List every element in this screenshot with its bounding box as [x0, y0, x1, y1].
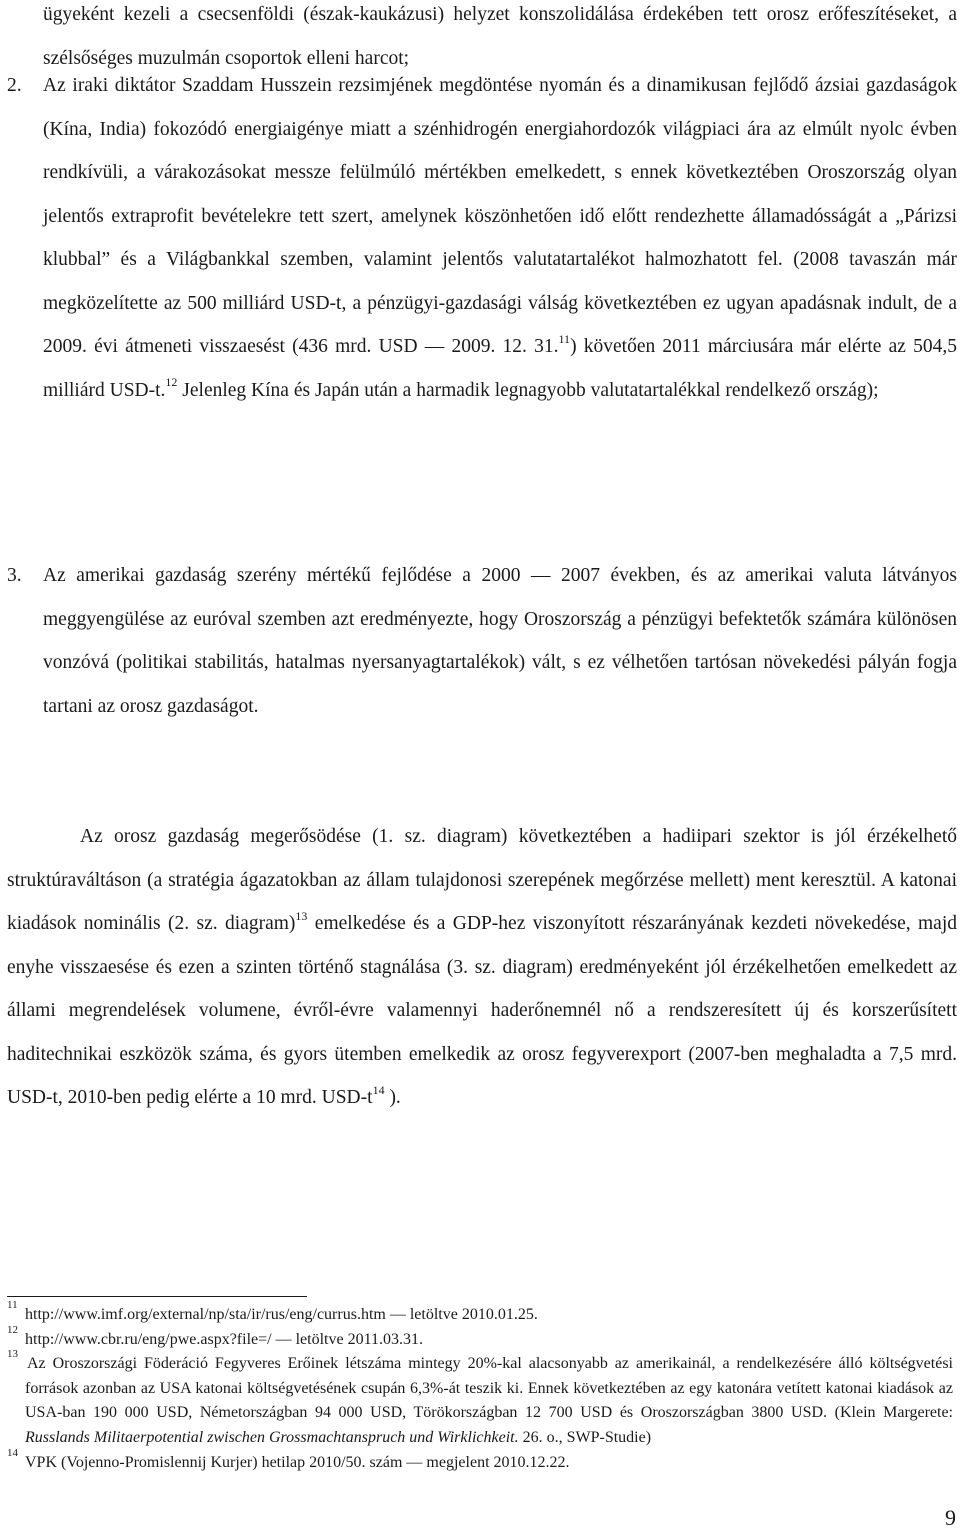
- list-item-text: Az iraki diktátor Szaddam Husszein rezsimjének megdöntése nyomán és a dinamikusan fejlődő ázsiai gazdaságok (Kína, India) fokozódó energiaigénye miatt a szénhidrogén energiahordozók világpiaci ára az elmúlt nyolc évben rendkívüli, a várakozásokat messze felülmúló mértékben emelkedett, s ennek következtében Oroszország olyan jelentős extraprofit bevételekre tett szert, amelynek köszönhetően idő előtt rendezhette államadósságát a „Párizsi klubbal” és a Világbankkal szemben, valamint jelentős valutatartalékot halmozhatott fel. (2008 tavaszán már megközelítette az 500 milliárd USD-t, a pénzügyi-gazdasági válság következtében ez ugyan apadásnak indult, de a 2009. évi átmeneti visszaesést (436 mrd. USD ― 2009. 12. 31.11) követően 2011 márciusára már elérte az 504,5 milliárd USD-t.$^{12}$ Jelenleg Kína és Japán után a harmadik legnagyobb valutatartalékkal rendelkező ország);: [43, 75, 957, 401]
- list-item-text: Az amerikai gazdaság szerény mértékű fejlődése a 2000 ― 2007 években, és az amerikai valuta látványos meggyengülése az euróval szemben azt eredményezte, hogy Oroszország a pénzügyi befektetők számára különösen vonzóvá (politikai stabilitás, hatalmas nyersanyagtartalékok) vált, s ez vélhetően tartósan növekedési pályán fogja tartani az orosz gazdaságot.: [43, 565, 957, 717]
- cited-title: Russlands Militaerpotential zwischen Grossmachtanspruch und Wirklichkeit.: [25, 1428, 519, 1446]
- footnote-14: [7, 1446, 953, 1476]
- footnote-separator: [7, 1296, 307, 1297]
- page-number: 9: [945, 1505, 956, 1530]
- footnote-number: 13: [7, 1348, 18, 1361]
- footnote-number: 12: [7, 1323, 18, 1336]
- footnote-ref[interactable]: 12: [165, 375, 178, 389]
- footnote-link[interactable]: http://www.imf.org/external/np/sta/ir/rus/eng/currus.htm ― letöltve 2010.01.25.: [25, 1306, 538, 1323]
- list-number: 2.: [7, 75, 22, 96]
- list-item-1-continuation: ügyeként kezeli a csecsenföldi (észak-kaukázusi) helyzet konszolidálása érdekében tett orosz erőfeszítéseket, a szélsőséges muzulmán csoportok elleni harcot;: [43, 4, 957, 69]
- list-number: 3.: [7, 565, 22, 586]
- footnote-13: [7, 1348, 953, 1450]
- footnote-11: [7, 1299, 953, 1328]
- footnote-ref[interactable]: 14: [372, 1082, 385, 1097]
- footnote-ref[interactable]: 13: [295, 908, 308, 923]
- footnote-text: Az Oroszországi Föderáció Fegyveres Erőinek létszáma mintegy 20%-kal alacsonyabb az amerikainál, a rendelkezésére álló költségvetési források azonban az USA katonai költségvetésének csupán 6,3%-át teszik ki. Ennek következtében az egy katonára vetített katonai kiadások az USA-ban 190 000 USD, Németországban 94 000 USD, Törökországban 12 700 USD és Oroszországban 3800 USD. (Klein Margerete: Russlands Militaerpotential zwischen Grossmachtanspruch und Wirklichkeit. 26. o., SWP-Studie): [25, 1355, 953, 1446]
- footnotes: [7, 1299, 953, 1475]
- footnote-number: 14: [7, 1446, 18, 1459]
- body-paragraph: Az orosz gazdaság megerősödése (1. sz. diagram) következtében a hadiipari szektor is jól érzékelhető struktúraváltáson (a stratégia ágazatokban az állam tulajdonosi szerepének megőrzése mellett) ment keresztül. A katonai kiadások nominális (2. sz. diagram)$^{13}$ emelkedése és a GDP-hez viszonyított részarányának kezdeti növekedése, majd enyhe visszaesése és ezen a szinten történő stagnálása (3. sz. diagram) eredményeként jól érzékelhetően emelkedett az állami megrendelések volumene, évről-évre valamennyi haderőnemnél nő a rendszeresített új és korszerűsített haditechnikai eszközök száma, és gyors ütemben emelkedik az orosz fegyverexport (2007-ben meghaladta a 7,5 mrd. USD-t, 2010-ben pedig elérte a 10 mrd. USD-$t^{14}$ ).: [7, 826, 958, 1108]
- footnote-number: 11: [7, 1299, 18, 1311]
- footnote-link[interactable]: http://www.cbr.ru/eng/pwe.aspx?file=/ ― letöltve 2011.03.31.: [25, 1330, 423, 1348]
- footnote-12: [7, 1323, 953, 1353]
- footnote-ref[interactable]: 11: [558, 331, 571, 346]
- footnote-text: VPK (Vojenno-Promislennij Kurjer) hetilap 2010/50. szám ― megjelent 2010.12.22.: [25, 1453, 570, 1471]
